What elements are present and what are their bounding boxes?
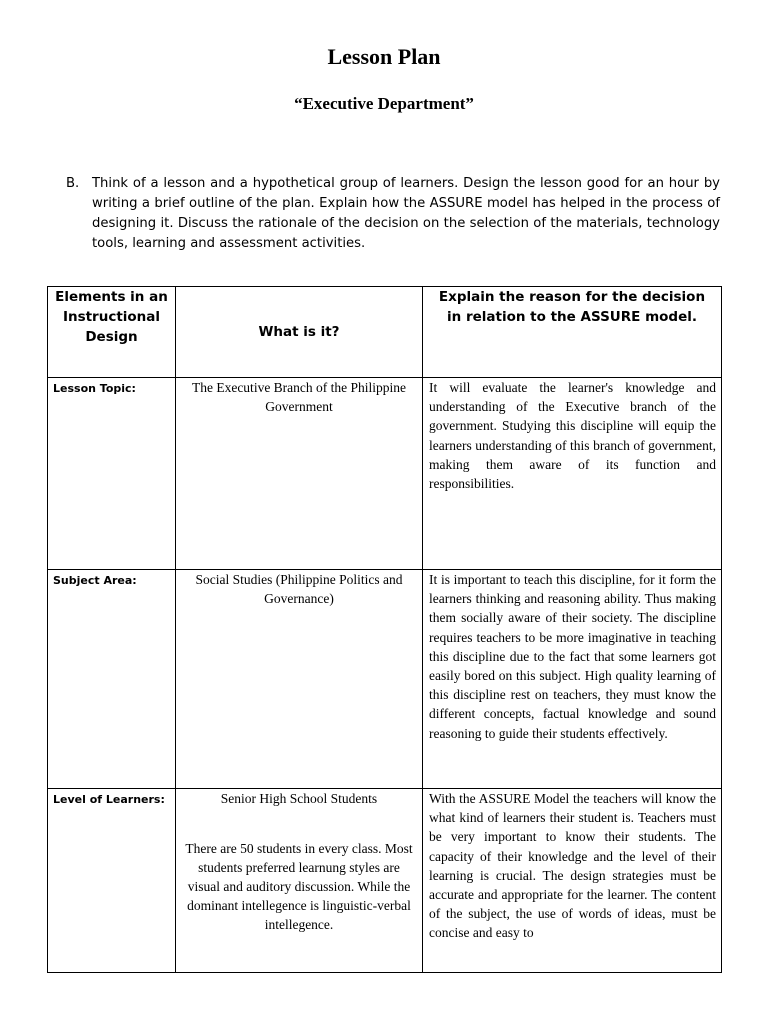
row-explain: With the ASSURE Model the teachers will know the what kind of learners their student is. Teachers must be very important to know their students. The capacity of their knowledge and the level of their learning is crucial. The design strategies must be accurate and appropriate for the learner. The content of the subject, the use of words of ideas, must be concise and easy to	[429, 791, 716, 941]
table-row	[48, 378, 722, 570]
row-label: Lesson Topic:	[53, 382, 136, 395]
header-explain: Explain the reason for the decision in relation to the ASSURE model.	[423, 287, 722, 378]
table-header-row	[48, 287, 722, 378]
row-what-heading: Senior High School Students	[220, 791, 378, 806]
row-what-cell	[176, 378, 423, 570]
row-explain-cell	[423, 789, 722, 973]
document-title: Lesson Plan	[327, 44, 441, 69]
header-elements: Elements in an Instructional Design	[48, 287, 176, 378]
row-label-cell	[48, 570, 176, 789]
table-row	[48, 789, 722, 973]
row-label-cell	[48, 789, 176, 973]
instruction-letter: B.	[66, 176, 80, 191]
row-what-cell	[176, 570, 423, 789]
header-what: What is it?	[176, 287, 423, 378]
row-explain-cell	[423, 378, 722, 570]
row-what-cell	[176, 789, 423, 973]
row-what: Social Studies (Philippine Politics and Governance)	[195, 572, 403, 606]
row-what: The Executive Branch of the Philippine Government	[191, 380, 407, 414]
lesson-plan-table	[47, 286, 722, 973]
row-what: There are 50 students in every class. Most students preferred learnung styles are visual and auditory discussion. While the dominant intellegence is linguistic-verbal intellegence.	[185, 841, 413, 932]
instruction-text: Think of a lesson and a hypothetical group of learners. Design the lesson good for an hour by writing a brief outline of the plan. Explain how the ASSURE model has helped in the process of designing it. Discuss the rationale of the decision on the selection of the materials, technology tools, learning and assessment activities.	[92, 176, 720, 251]
row-label: Level of Learners:	[53, 793, 165, 806]
document-subtitle: “Executive Department”	[294, 94, 474, 113]
row-explain-cell	[423, 570, 722, 789]
instruction-paragraph	[66, 174, 720, 254]
row-explain: It is important to teach this discipline, for it form the learners thinking and reasoning ability. Thus making them socially aware of their society. The discipline requires teachers to be more imaginative in teaching this discipline due to the fact that some learners got easily bored on this subject. High quality learning of this discipline rest on teachers, they must know the different concepts, factual knowledge and sound reasoning to guide their students effectively.	[429, 572, 716, 741]
row-label-cell	[48, 378, 176, 570]
table-row	[48, 570, 722, 789]
row-label: Subject Area:	[53, 574, 137, 587]
row-explain: It will evaluate the learner's knowledge and understanding of the Executive branch of the government. Studying this discipline will equip the learners understanding of this branch of government, making them aware of its function and responsibilities.	[429, 380, 716, 492]
